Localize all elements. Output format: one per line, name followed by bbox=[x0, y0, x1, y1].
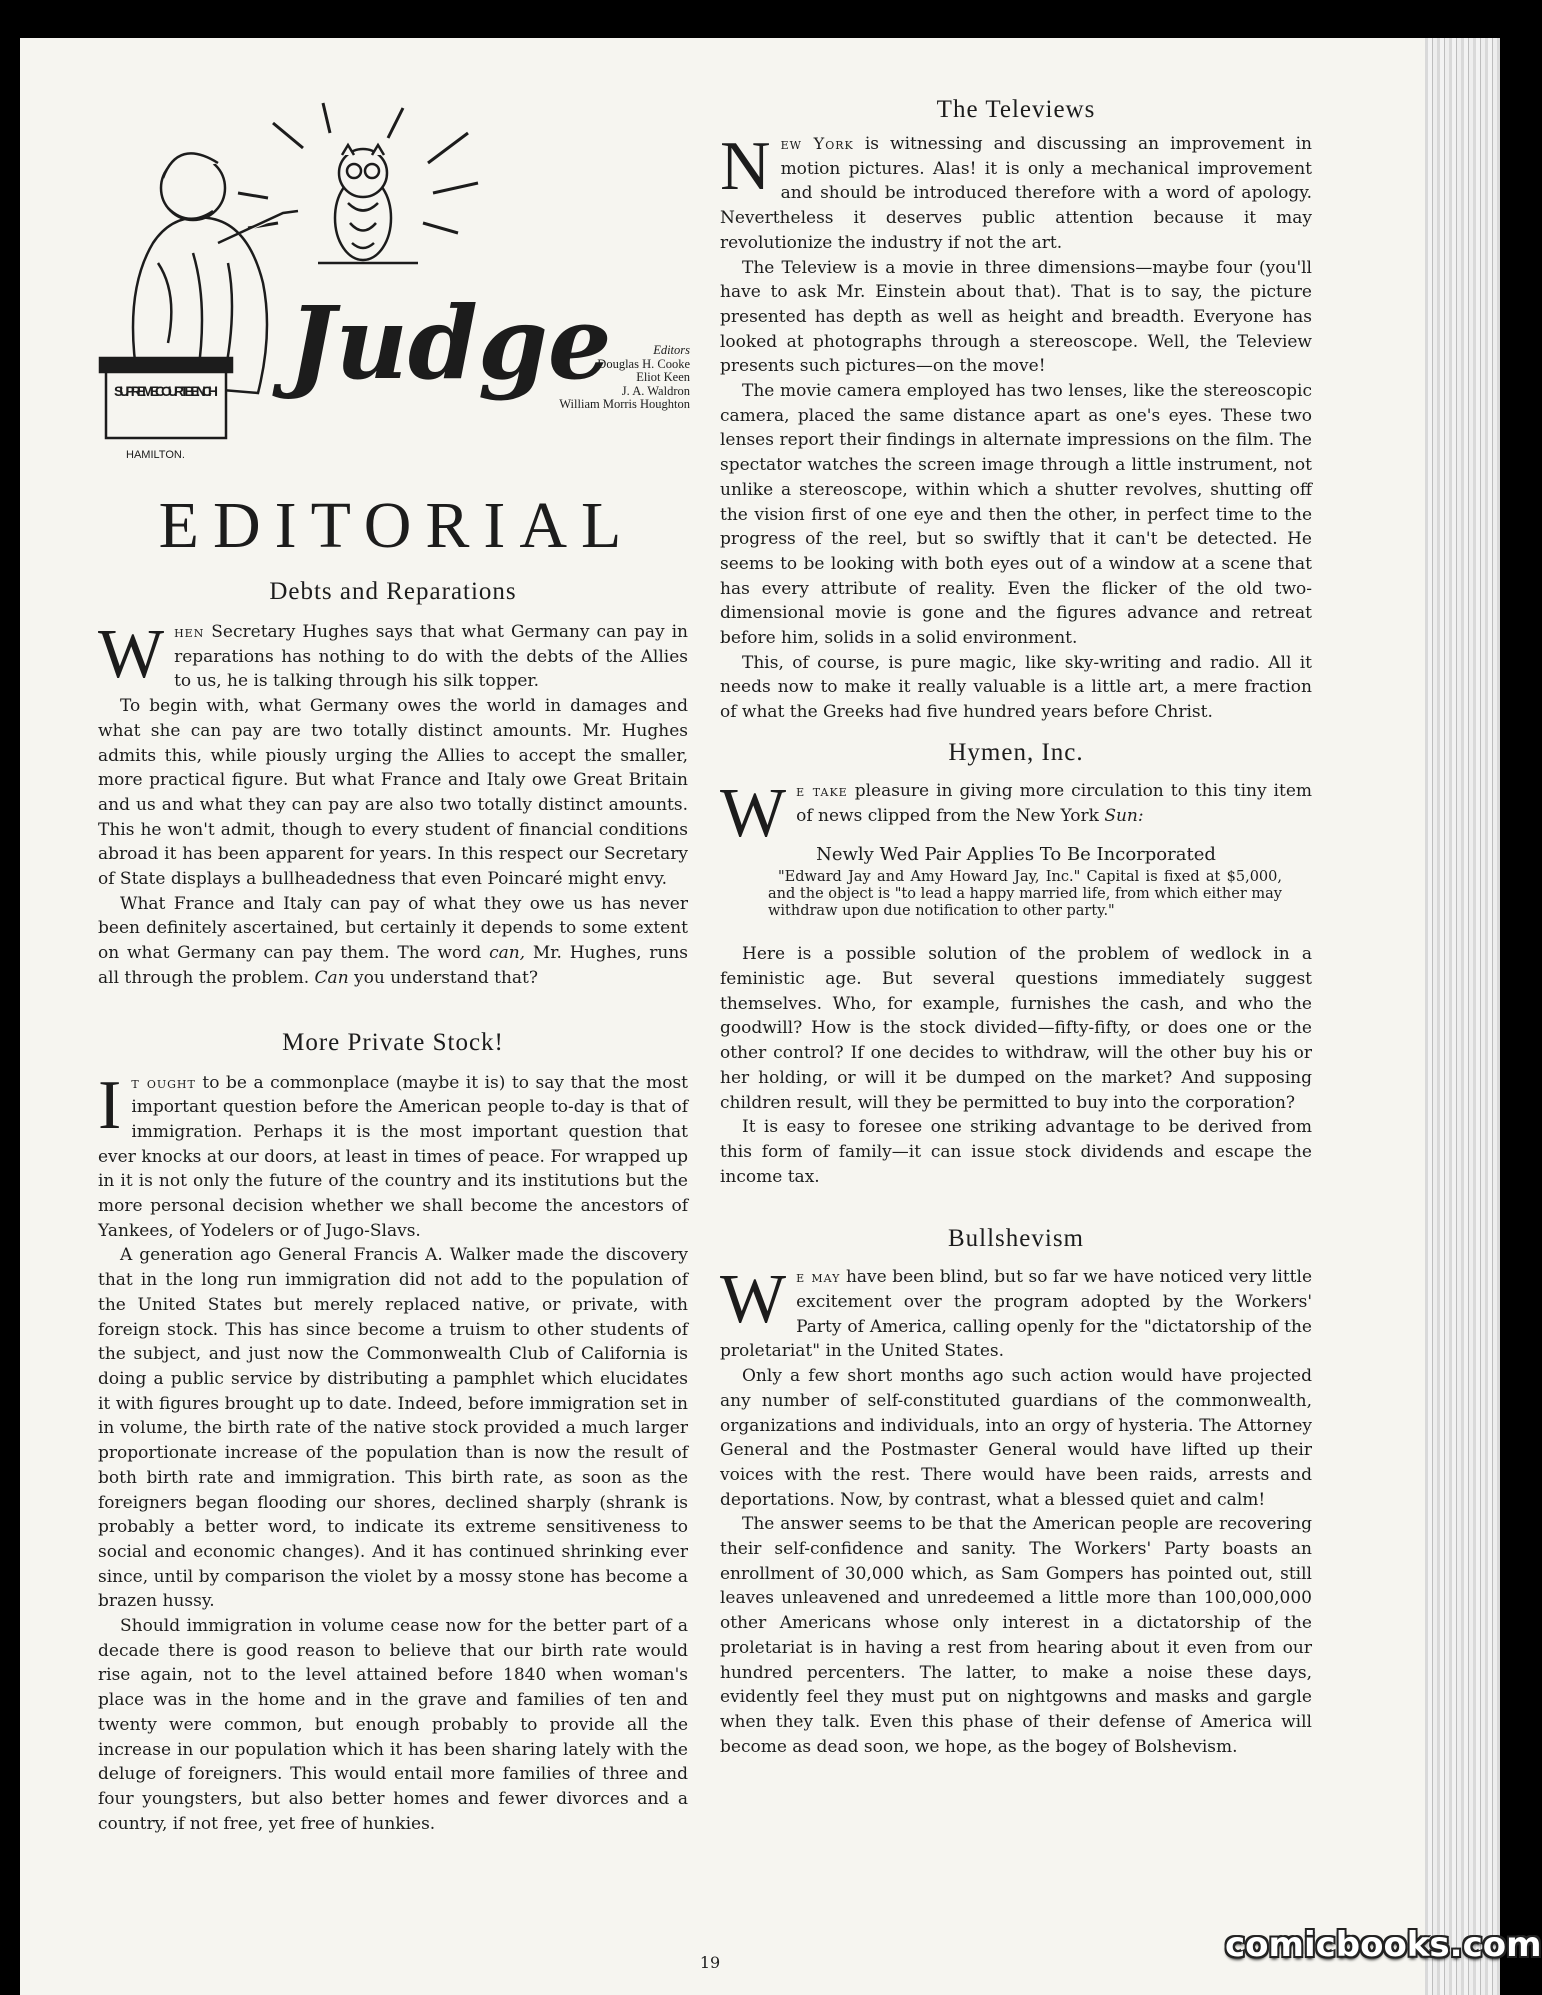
paragraph: This, of course, is pure magic, like sky-writing and radio. All it needs now to make it really valuable is a little art, a mere fraction of what the Greeks had five hundred years before Christ. bbox=[720, 652, 1312, 723]
article-title: The Televiews bbox=[936, 96, 1096, 123]
clipping-headline: Newly Wed Pair Applies To Be Incorporated bbox=[816, 844, 1216, 866]
drop-cap: W bbox=[98, 616, 165, 693]
watermark-logo: comicbooks.com bbox=[1225, 1925, 1542, 1965]
editor-name: Eliot Keen bbox=[636, 370, 690, 384]
paragraph: The movie camera employed has two lenses, like the stereoscopic camera, placed the same distance apart as one's eyes. These two lenses report their findings in alternate impressions on the film. The spectator watches the screen image through a little instrument, not unlike a stereoscope, within which a shutter revolves, shutting off the vision first of one eye and then the other, in perfect time to the progress of the reel, but so swiftly that it can't be detected. He seems to be looking with both eyes out of a window at a scene that has every attribute of reality. Even the flicker of the old two-dimensional movie is gone and the figures advance and retreat before him, solids in a solid environment. bbox=[720, 381, 1312, 649]
judge-logo: Judge bbox=[288, 284, 612, 402]
clipping-text: "Edward Jay and Amy Howard Jay, Inc." Capital is fixed at $5,000, and the object is "to lead a happy married life, from which either may withdraw upon due notification to other party." bbox=[768, 869, 1282, 920]
page-number: 19 bbox=[699, 1953, 721, 1972]
magazine-page bbox=[20, 38, 1425, 1995]
paragraph: Only a few short months ago such action would have projected any number of self-constituted guardians of the commonwealth, organizations and individuals, into an orgy of hysteria. The Attorney General and the Postmaster General would have lifted up their voices with the rest. There would have been raids, arrests and deportations. Now, by contrast, what a blessed quiet and calm! bbox=[720, 1366, 1312, 1510]
lead-in: ew York bbox=[780, 134, 854, 153]
editor-name: Douglas H. Cooke bbox=[597, 356, 690, 371]
editors-label: Editors bbox=[653, 343, 690, 357]
paragraph: Here is a possible solution of the problem of wedlock in a feministic age. But several questions immediately suggest themselves. Who, for example, furnishes the cash, and who the goodwill? How is the stock divided—fifty-fifty, or does one or the other control? If one decides to withdraw, will the other buy his or her holding, or will it be dumped on the market? And supposing children result, will they be permitted to buy into the corporation? bbox=[720, 944, 1312, 1113]
paragraph: is witnessing and discussing an improvement in motion pictures. Alas! it is only a mechanical improvement and should be introduced therefore with a word of apology. Nevertheless it deserves public attention because it may revolutionize the industry if not the art. bbox=[720, 134, 1312, 253]
editorial-heading: EDITORIAL bbox=[158, 489, 636, 562]
left-column bbox=[98, 578, 688, 1836]
more-private-stock-article bbox=[98, 1029, 688, 1837]
artist-signature: HAMILTON. bbox=[126, 449, 185, 461]
paragraph: The answer seems to be that the American people are recovering their self-confidence and sanity. The Workers' Party boasts an enrollment of 30,000 which, as Sam Gompers has pointed out, still leaves unleavened and unredeemed a little more than 100,000,000 other Americans whose only interest in a dictatorship of the proletariat is in having a rest from hearing about it even from our hundred percenters. The latter, to make a noise these days, evidently feel they must put on nightgowns and masks and gargle when they talk. Even this phase of their defense of America will become as dead soon, we hope, as the bogey of Bolshevism. bbox=[720, 1514, 1312, 1757]
drop-cap: N bbox=[720, 128, 771, 205]
editor-name: William Morris Houghton bbox=[559, 397, 690, 411]
article-title: Bullshevism bbox=[947, 1225, 1084, 1253]
drop-cap: W bbox=[720, 1261, 787, 1339]
right-column bbox=[720, 96, 1312, 1759]
editors-credit bbox=[490, 344, 690, 412]
article-title: Debts and Reparations bbox=[269, 578, 517, 605]
editor-name: J. A. Waldron bbox=[621, 383, 690, 398]
paragraph: The Teleview is a movie in three dimensions—maybe four (you'll have to ask Mr. Einstein about that). That is to say, the picture presented has depth as well as height and breadth. Everyone has looked at photographs through a stereoscope. Well, the Teleview presents such pictures—on the move! bbox=[720, 257, 1312, 377]
lead-in: e may bbox=[796, 1267, 841, 1287]
paragraph: It is easy to foresee one striking advantage to be derived from this form of family—it can issue stock dividends and escape the income tax. bbox=[720, 1117, 1312, 1187]
hymen-inc-article bbox=[720, 739, 1312, 1189]
paragraph: have been blind, but so far we have noticed very little excitement over the program adopted by the Workers' Party of America, calling openly for the "dictatorship of the proletariat" in the United States. bbox=[720, 1267, 1313, 1362]
bench-label: SUPREME COURT BENCH bbox=[114, 383, 218, 399]
page-stack-edge bbox=[1425, 38, 1500, 1995]
paragraph: To begin with, what Germany owes the world in damages and what she can pay are two totally distinct amounts. Mr. Hughes admits this, while piously urging the Allies to accept the smaller, more practical figure. But what France and Italy owe Great Britain and us and what they can pay are also two totally distinct amounts. This he won't admit, though to every student of financial conditions abroad it has been apparent for years. In this respect our Secretary of State displays a bullheadedness that even Poincaré might envy. bbox=[98, 696, 688, 890]
paragraph: Secretary Hughes says that what Germany can pay in reparations has nothing to do with the debts of the Allies to us, he is talking through his silk topper. bbox=[174, 622, 688, 692]
article-title: Hymen, Inc. bbox=[948, 738, 1084, 766]
paragraph: pleasure in giving more circulation to this tiny item of news clipped from the New York bbox=[796, 780, 1313, 826]
drop-cap: W bbox=[720, 774, 787, 852]
lead-in: hen bbox=[174, 622, 205, 641]
debts-and-reparations-article bbox=[98, 578, 688, 991]
paragraph: What France and Italy can pay of what they owe us has never been definitely ascertained, but certainly it depends to some extent on what Germany can pay them. The word can, Mr. Hughes, runs all through the problem. Can you understand that? bbox=[98, 893, 688, 988]
article-title: More Private Stock! bbox=[282, 1028, 504, 1056]
paragraph: A generation ago General Francis A. Walker made the discovery that in the long run immigration did not add to the population of the United States but merely replaced native, or private, with foreign stock. This has since become a truism to other students of the subject, and just now the Commonwealth Club of California is doing a public service by distributing a pamphlet which elucidates it with figures brought up to date. Indeed, before immigration set in in volume, the birth rate of the native stock provided a much larger proportionate increase of the population than is now the result of both birth rate and immigration. This birth rate, as soon as the foreigners began flooding our shores, declined sharply (shrank is probably a better word, to indicate its extreme sensitiveness to social and economic changes). And it has continued shrinking ever since, until by comparison the violet by a mossy stone has become a brazen hussy. bbox=[98, 1245, 688, 1612]
paragraph: to be a commonplace (maybe it is) to say that the most important question before the American people to-day is that of immigration. Perhaps it is the most important question that ever knocks at our doors, at least in times of peace. For wrapped up in it is not only the future of the country and its institutions but the more personal decision whether we shall become the ancestors of Yankees, of Yodelers or of Jugo-Slavs. bbox=[98, 1072, 689, 1241]
televiews-article bbox=[720, 96, 1312, 725]
drop-cap: I bbox=[98, 1066, 122, 1144]
newspaper-name: Sun: bbox=[1104, 805, 1144, 826]
paragraph: Should immigration in volume cease now for the better part of a decade there is good reason to believe that our birth rate would rise again, not to the level attained before 1840 when woman's place was in the home and in the grave and families of ten and twenty were common, but enough probably to provide all the increase in our population which it has been sharing lately with the deluge of foreigners. This would entail more families of three and four youngsters, but also better homes and fewer divorces and a country, if not free, yet free of hunkies. bbox=[98, 1616, 688, 1834]
bullshevism-article bbox=[720, 1225, 1312, 1759]
lead-in: t ought bbox=[131, 1072, 196, 1092]
lead-in: e take bbox=[796, 780, 848, 800]
